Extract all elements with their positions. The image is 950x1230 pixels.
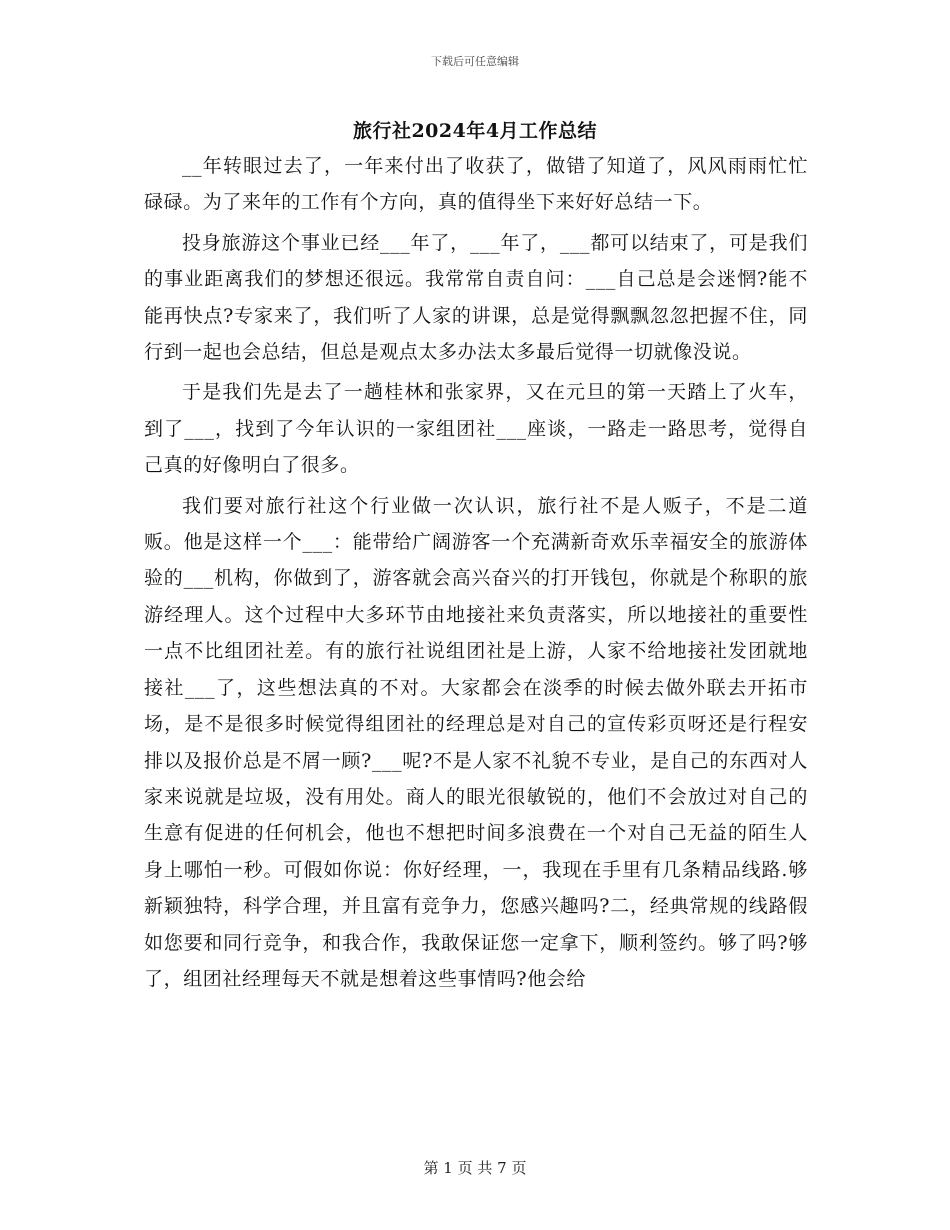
page-number-indicator: 第 1 页 共 7 页 [423, 1159, 527, 1177]
document-title: 旅行社2024年4月工作总结 [352, 120, 598, 142]
page-header-note: 下载后可任意编辑 [431, 55, 519, 68]
paragraph-2: 投身旅游这个事业已经___年了，___年了，___都可以结束了，可是我们的事业距离我们的梦想还很远。我常常自责自问：___自己总是会迷惘?能不能再快点?专家来了，我们听了人家的讲课，总是觉得飘飘忽忽把握不住，同行到一起也会总结，但总是观点太多办法太多最后觉得一切就像没说。 [144, 231, 808, 364]
paragraph-4: 我们要对旅行社这个行业做一次认识，旅行社不是人贩子，不是二道贩。他是这样一个___：能带给广阔游客一个充满新奇欢乐幸福安全的旅游体验的___机构，你做到了，游客就会高兴奋兴的打开钱包，你就是个称职的旅游经理人。这个过程中大多环节由地接社来负责落实，所以地接社的重要性一点不比组团社差。有的旅行社说组团社是上游，人家不给地接社发团就地接社___了，这些想法真的不对。大家都会在淡季的时候去做外联去开拓市场，是不是很多时候觉得组团社的经理总是对自己的宣传彩页呀还是行程安排以及报价总是不屑一顾?___呢?不是人家不礼貌不专业，是自己的东西对人家来说就是垃圾，没有用处。商人的眼光很敏锐的，他们不会放过对自己的生意有促进的任何机会，他也不想把时间多浪费在一个对自己无益的陌生人身上哪怕一秒。可假如你说：你好经理，一，我现在手里有几条精品线路.够新颖独特，科学合理，并且富有竞争力，您感兴趣吗?二，经典常规的线路假如您要和同行竞争，和我合作，我敢保证您一定拿下，顺利签约。够了吗?够了，组团社经理每天不就是想着这些事情吗?他会给 [144, 494, 808, 990]
paragraph-1: __年转眼过去了，一年来付出了收获了，做错了知道了，风风雨雨忙忙碌碌。为了来年的工作有个方向，真的值得坐下来好好总结一下。 [144, 155, 808, 214]
paragraph-3: 于是我们先是去了一趟桂林和张家界，又在元旦的第一天踏上了火车，到了___，找到了今年认识的一家组团社___座谈，一路走一路思考，觉得自己真的好像明白了很多。 [144, 381, 808, 477]
document-body [144, 148, 808, 1001]
